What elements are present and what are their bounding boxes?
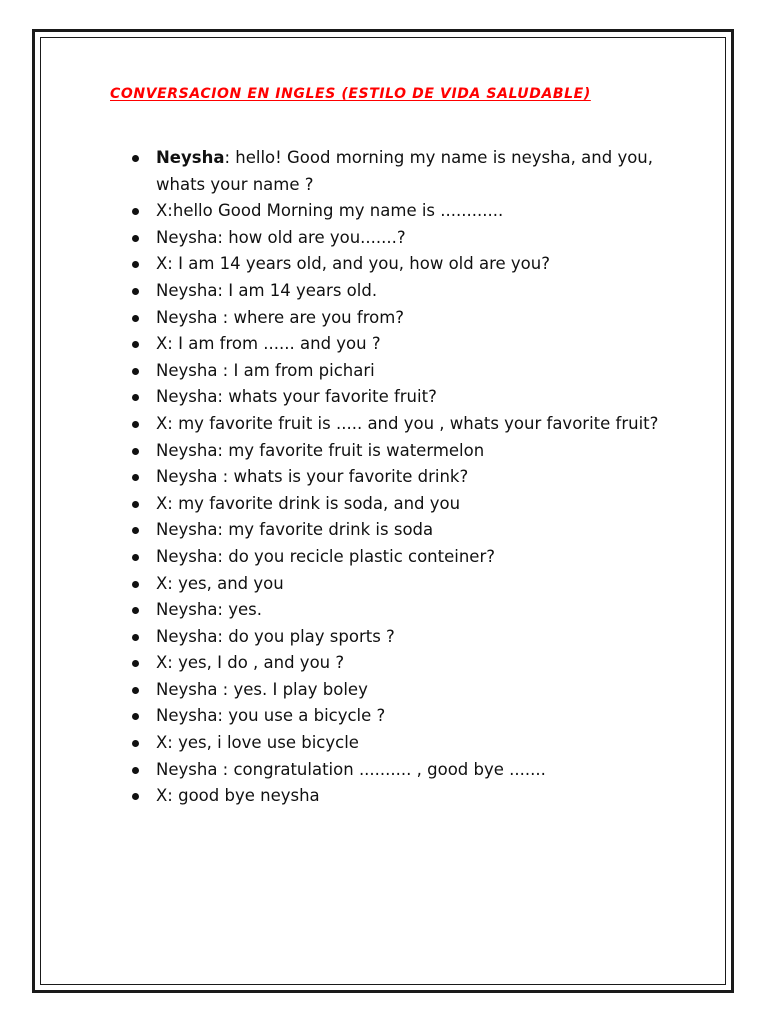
- dialogue-line: [128, 517, 668, 544]
- dialogue-text: Neysha: you use a bicycle ?: [156, 706, 386, 726]
- bullet-icon: [132, 581, 139, 588]
- dialogue-line: [128, 251, 668, 278]
- dialogue-line: [128, 331, 668, 358]
- dialogue-text: Neysha: yes.: [156, 600, 262, 620]
- bullet-icon: [132, 527, 139, 534]
- dialogue-text: X: yes, I do , and you ?: [156, 653, 345, 673]
- dialogue-line: [128, 358, 668, 385]
- dialogue-line: [128, 411, 668, 438]
- dialogue-line: [128, 384, 668, 411]
- dialogue-line: [128, 597, 668, 624]
- bullet-icon: [132, 713, 139, 720]
- bullet-icon: [132, 235, 139, 242]
- bullet-icon: [132, 208, 139, 215]
- dialogue-text: X:hello Good Morning my name is ............: [156, 201, 504, 221]
- dialogue-line: [128, 677, 668, 704]
- dialogue-line: [128, 730, 668, 757]
- bullet-icon: [132, 261, 139, 268]
- dialogue-text: Neysha : yes. I play boley: [156, 679, 368, 699]
- dialogue-text: Neysha: I am 14 years old.: [156, 280, 378, 300]
- bullet-icon: [132, 155, 139, 162]
- dialogue-text: : hello! Good morning my name is neysha, and you, whats your name ?: [156, 148, 654, 194]
- bullet-icon: [132, 421, 139, 428]
- dialogue-text: Neysha: whats your favorite fruit?: [156, 387, 437, 407]
- dialogue-text: Neysha : where are you from?: [156, 307, 405, 327]
- dialogue-line: [128, 624, 668, 651]
- dialogue-text: X: yes, and you: [156, 573, 284, 593]
- dialogue-line: [128, 491, 668, 518]
- dialogue-line: [128, 278, 668, 305]
- bullet-icon: [132, 448, 139, 455]
- dialogue-text: X: my favorite fruit is ..... and you , whats your favorite fruit?: [156, 413, 659, 433]
- dialogue-line: [128, 198, 668, 225]
- dialogue-line: [128, 703, 668, 730]
- bullet-icon: [132, 607, 139, 614]
- dialogue-text: X: I am 14 years old, and you, how old are you?: [156, 254, 550, 274]
- bullet-icon: [132, 501, 139, 508]
- dialogue-text: Neysha: my favorite drink is soda: [156, 520, 434, 540]
- dialogue-text: Neysha: how old are you.......?: [156, 227, 406, 247]
- bullet-icon: [132, 394, 139, 401]
- dialogue-text: Neysha : congratulation .......... , good bye .......: [156, 759, 546, 779]
- dialogue-line: [128, 757, 668, 784]
- dialogue-text: Neysha : whats is your favorite drink?: [156, 467, 469, 487]
- dialogue-text: X: I am from ...... and you ?: [156, 334, 381, 354]
- dialogue-text: X: good bye neysha: [156, 786, 320, 806]
- dialogue-line: [128, 650, 668, 677]
- bullet-icon: [132, 793, 139, 800]
- bullet-icon: [132, 341, 139, 348]
- dialogue-text: Neysha: my favorite fruit is watermelon: [156, 440, 485, 460]
- dialogue-text: X: yes, i love use bicycle: [156, 733, 359, 753]
- bullet-icon: [132, 368, 139, 375]
- dialogue-line: [128, 571, 668, 598]
- bullet-icon: [132, 660, 139, 667]
- dialogue-line: [128, 145, 668, 198]
- speaker-name: Neysha: [156, 148, 225, 167]
- document-title: CONVERSACION EN INGLES (ESTILO DE VIDA SALUDABLE): [110, 86, 591, 102]
- dialogue-line: [128, 305, 668, 332]
- bullet-icon: [132, 687, 139, 694]
- dialogue-line: [128, 783, 668, 810]
- bullet-icon: [132, 315, 139, 322]
- dialogue-line: [128, 544, 668, 571]
- bullet-icon: [132, 767, 139, 774]
- dialogue-list: [128, 145, 668, 810]
- dialogue-text: Neysha: do you recicle plastic conteiner?: [156, 546, 495, 566]
- dialogue-line: [128, 438, 668, 465]
- dialogue-text: Neysha : I am from pichari: [156, 360, 375, 380]
- bullet-icon: [132, 740, 139, 747]
- dialogue-line: [128, 464, 668, 491]
- dialogue-line: [128, 225, 668, 252]
- bullet-icon: [132, 554, 139, 561]
- bullet-icon: [132, 634, 139, 641]
- bullet-icon: [132, 474, 139, 481]
- bullet-icon: [132, 288, 139, 295]
- dialogue-text: X: my favorite drink is soda, and you: [156, 493, 461, 513]
- dialogue-text: Neysha: do you play sports ?: [156, 626, 395, 646]
